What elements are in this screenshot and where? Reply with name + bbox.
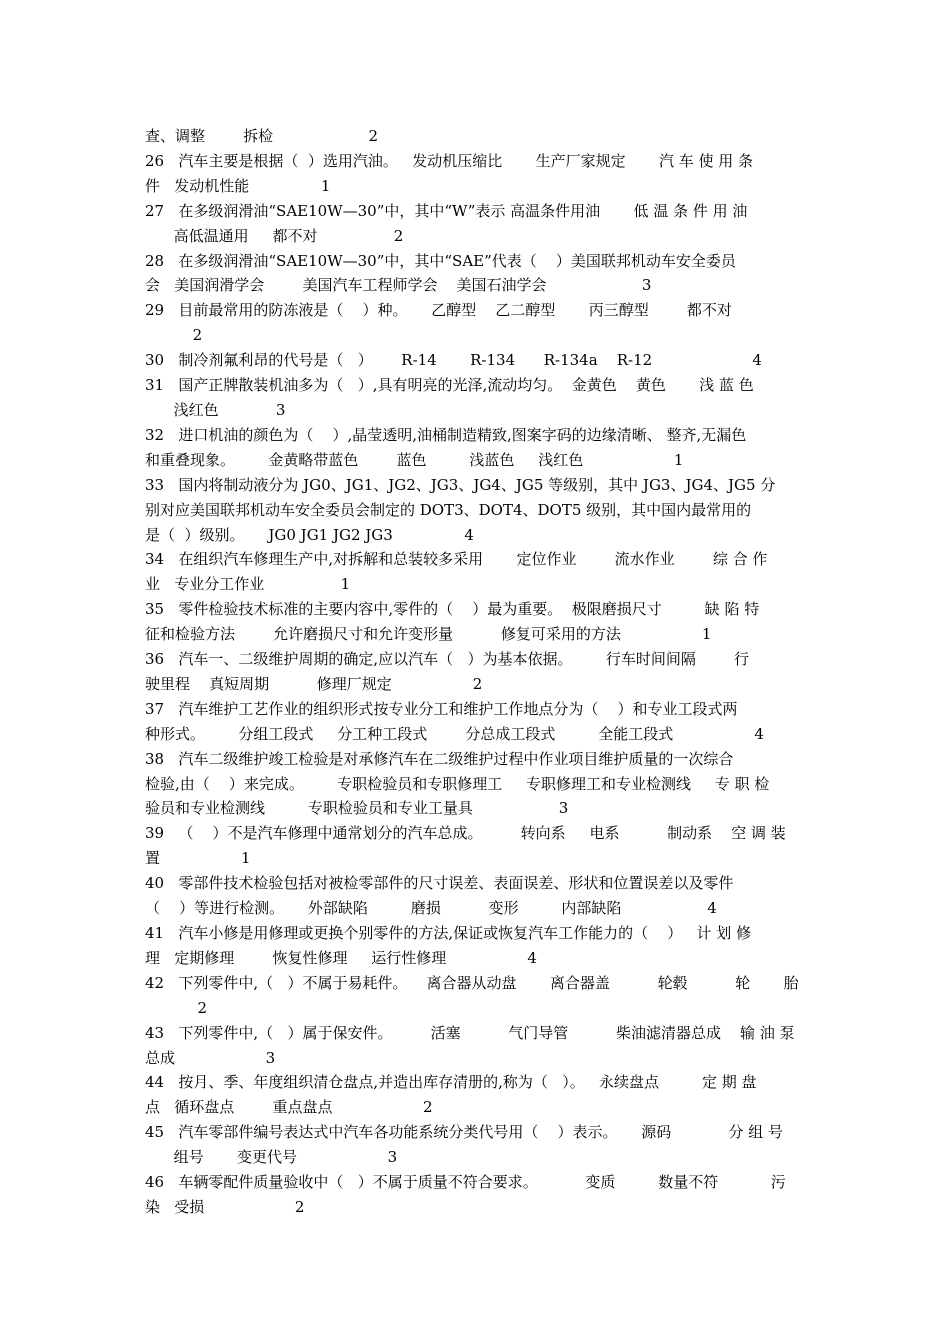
text-line: 业 专业分工作业 1 <box>145 575 351 594</box>
text-line: 理 定期修理 恢复性修理 运行性修理 4 <box>145 948 537 967</box>
text-line: 查、调整 拆检 2 <box>145 127 379 145</box>
text-line: 种形式。 分组工段式 分工种工段式 分总成工段式 全能工段式 4 <box>145 724 764 743</box>
text-line: 36 汽车一、二级维护周期的确定,应以汽车（ ）为基本依据。 行车时间间隔 行 <box>145 650 749 669</box>
text-line: 验员和专业检测线 专职检验员和专业工量具 3 <box>145 799 569 818</box>
text-line: 33 国内将制动液分为 JG0、JG1、JG2、JG3、JG4、JG5 等级别，其中 JG3、JG4、JG5 分 <box>145 475 776 494</box>
text-line: 40 零部件技术检验包括对被检零部件的尺寸误差、表面误差、形状和位置误差以及零件 <box>145 874 734 893</box>
text-line: 驶里程 真短周期 修理厂规定 2 <box>145 674 483 693</box>
text-line: 组号 变更代号 3 <box>145 1148 398 1167</box>
text-block <box>145 124 807 1220</box>
text-line: 45 汽车零部件编号表达式中汽车各功能系统分类代号用（ ）表示。 源码 分 组 号 <box>145 1123 784 1142</box>
text-line: 39 （ ）不是汽车修理中通常划分的汽车总成。 转向系 电系 制动系 空 调 装 <box>145 824 786 843</box>
text-line: 是（ ）级别。 JG0 JG1 JG2 JG3 4 <box>145 525 474 544</box>
text-line: 44 按月、季、年度组织清仓盘点,并造出库存清册的,称为（ ）。 永续盘点 定 期 盘 <box>145 1073 757 1092</box>
text-line: 2 <box>145 326 203 345</box>
text-line: （ ）等进行检测。 外部缺陷 磨损 变形 内部缺陷 4 <box>145 899 717 918</box>
text-line: 置 1 <box>145 849 251 868</box>
text-line: 38 汽车二级维护竣工检验是对承修汽车在二级维护过程中作业项目维护质量的一次综合 <box>145 749 734 768</box>
text-line: 29 目前最常用的防冻液是（ ）种。 乙醇型 乙二醇型 丙三醇型 都不对 <box>145 301 732 320</box>
text-line: 染 受损 2 <box>145 1197 305 1216</box>
text-line: 42 下列零件中,（ ）不属于易耗件。 离合器从动盘 离合器盖 轮毂 轮 胎 <box>145 973 799 992</box>
text-line: 28 在多级润滑油“SAE10W—30”中，其中“SAE”代表（ ）美国联邦机动车安全委员 <box>145 251 736 270</box>
text-line: 和重叠现象。 金黄略带蓝色 蓝色 浅蓝色 浅红色 1 <box>145 450 684 469</box>
text-line: 检验,由（ ）来完成。 专职检验员和专职修理工 专职修理工和专业检测线 专 职 检 <box>145 774 770 793</box>
text-line: 43 下列零件中,（ ）属于保安件。 活塞 气门导管 柴油滤清器总成 输 油 泵 <box>145 1023 795 1042</box>
text-line: 27 在多级润滑油“SAE10W—30”中，其中“W”表示 高温条件用油 低 温 条 件 用 油 <box>145 201 748 220</box>
text-line: 高低温通用 都不对 2 <box>145 226 404 245</box>
text-line: 31 国产正牌散装机油多为（ ）,具有明亮的光泽,流动均匀。 金黄色 黄色 浅 蓝 色 <box>145 376 754 395</box>
text-line: 征和检验方法 允许磨损尺寸和允许变形量 修复可采用的方法 1 <box>145 625 712 644</box>
text-line: 总成 3 <box>145 1048 276 1067</box>
text-line: 浅红色 3 <box>145 400 286 419</box>
text-line: 会 美国润滑学会 美国汽车工程师学会 美国石油学会 3 <box>145 276 652 295</box>
text-line: 35 零件检验技术标准的主要内容中,零件的（ ）最为重要。 极限磨损尺寸 缺 陷 特 <box>145 600 760 619</box>
text-line: 点 循环盘点 重点盘点 2 <box>145 1098 433 1117</box>
text-line: 41 汽车小修是用修理或更换个别零件的方法,保证或恢复汽车工作能力的（ ） 计 划 修 <box>145 924 752 942</box>
text-line: 30 制冷剂氟利昂的代号是（ ） R-14 R-134 R-134a R-12 4 <box>145 351 762 370</box>
document-page <box>145 124 807 1220</box>
text-line: 件 发动机性能 1 <box>145 176 331 195</box>
text-line: 37 汽车维护工艺作业的组织形式按专业分工和维护工作地点分为（ ）和专业工段式两 <box>145 699 738 718</box>
text-line: 别对应美国联邦机动车安全委员会制定的 DOT3、DOT4、DOT5 级别，其中国内最常用的 <box>145 500 752 519</box>
text-line: 32 进口机油的颜色为（ ）,晶莹透明,油桶制造精致,图案字码的边缘清晰、 整齐,无漏色 <box>145 425 747 444</box>
text-line: 26 汽车主要是根据（ ）选用汽油。 发动机压缩比 生产厂家规定 汽 车 使 用 条 <box>145 151 754 170</box>
text-line: 2 <box>145 998 207 1017</box>
text-line: 46 车辆零配件质量验收中（ ）不属于质量不符合要求。 变质 数量不符 污 <box>145 1173 786 1192</box>
text-line: 34 在组织汽车修理生产中,对拆解和总装较多采用 定位作业 流水作业 综 合 作 <box>145 550 768 569</box>
